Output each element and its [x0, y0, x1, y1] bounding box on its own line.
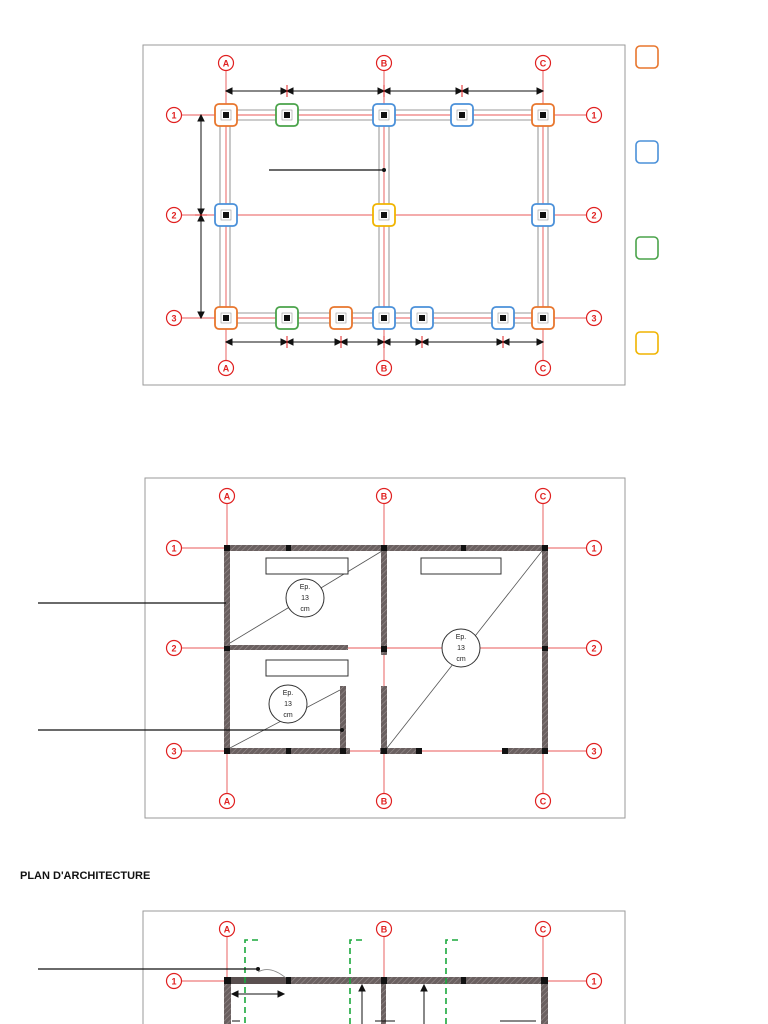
column-footing	[373, 204, 395, 226]
axis-bubble-3-right-label: 3	[591, 313, 597, 324]
axis-bubble-b-bottom-label: B	[380, 796, 388, 807]
axis-bubble-2-left	[167, 208, 182, 223]
column-footing	[532, 307, 554, 329]
axis-bubble-c-top-label: C	[539, 924, 547, 935]
axis-bubble-a-bottom	[220, 794, 235, 809]
foundation-plan	[143, 45, 625, 385]
axis-bubble-c-top	[536, 489, 551, 504]
column-footing	[532, 104, 554, 126]
axis-bubble-a-bottom	[219, 361, 234, 376]
axis-bubble-b-top-label: B	[380, 491, 388, 502]
thickness-unit: cm	[456, 656, 466, 663]
slab-thickness-2	[442, 629, 480, 667]
axis-bubble-3-left-label: 3	[171, 313, 177, 324]
axis-bubble-b-top	[377, 489, 392, 504]
column-footing	[215, 104, 237, 126]
axis-bubble-1-right	[587, 108, 602, 123]
axis-bubble-3-right	[587, 744, 602, 759]
axis-bubble-b-top	[377, 56, 392, 71]
column-footing	[451, 104, 473, 126]
axis-bubble-b-bottom	[377, 794, 392, 809]
leader-dot	[340, 728, 344, 732]
axis-bubble-2-right	[587, 641, 602, 656]
column-footing	[215, 307, 237, 329]
architecture-plan	[38, 911, 625, 1024]
axis-bubble-1-right-label: 1	[591, 110, 597, 121]
axis-bubble-1-left	[167, 108, 182, 123]
thickness-unit: cm	[283, 712, 293, 719]
axis-bubble-c-bottom-label: C	[539, 363, 547, 374]
thickness-unit: cm	[300, 606, 310, 613]
axis-bubble-b-top-label: B	[380, 924, 388, 935]
column-footing	[276, 104, 298, 126]
legend-blue-square-icon	[636, 141, 658, 163]
axis-bubble-a-top	[219, 56, 234, 71]
axis-bubble-b-top-label: B	[380, 58, 388, 69]
slab-label-box	[266, 558, 348, 574]
axis-bubble-3-left	[167, 311, 182, 326]
slab-plan	[38, 478, 625, 818]
thickness-label: Ep.	[455, 634, 467, 641]
axis-bubble-b-bottom	[377, 361, 392, 376]
thickness-value: 13	[457, 645, 465, 652]
thickness-label: Ep.	[282, 690, 294, 697]
column-footing	[411, 307, 433, 329]
axis-bubble-2-left-label: 2	[171, 643, 177, 654]
leader-dot	[256, 967, 260, 971]
axis-bubble-1-left	[167, 974, 182, 989]
column-footing	[215, 204, 237, 226]
axis-bubble-1-left-label: 1	[171, 543, 177, 554]
slab-thickness-1	[286, 579, 324, 617]
axis-bubble-3-right	[587, 311, 602, 326]
section-title: PLAN D'ARCHITECTURE	[20, 870, 151, 882]
axis-bubble-a-top	[220, 489, 235, 504]
axis-bubble-1-right-label: 1	[591, 976, 597, 987]
axis-bubble-c-top-label: C	[539, 491, 547, 502]
axis-bubble-3-left	[167, 744, 182, 759]
column-footing	[330, 307, 352, 329]
axis-bubble-c-top	[536, 922, 551, 937]
leader-dot	[382, 168, 386, 172]
axis-bubble-2-left	[167, 641, 182, 656]
axis-bubble-c-top-label: C	[539, 58, 547, 69]
axis-bubble-a-bottom-label: A	[222, 363, 230, 374]
legend-orange-square-icon	[636, 46, 658, 68]
slab-thickness-3	[269, 685, 307, 723]
thickness-value: 13	[301, 595, 309, 602]
axis-bubble-c-bottom-label: C	[539, 796, 547, 807]
column-footing	[492, 307, 514, 329]
axis-bubble-2-left-label: 2	[171, 210, 177, 221]
axis-bubble-a-top-label: A	[222, 58, 230, 69]
thickness-label: Ep.	[299, 584, 311, 591]
axis-bubble-a-top-label: A	[223, 491, 231, 502]
axis-bubble-3-right-label: 3	[591, 746, 597, 757]
column-footing	[276, 307, 298, 329]
axis-bubble-1-right	[587, 541, 602, 556]
column-footing	[373, 307, 395, 329]
column-footing	[532, 204, 554, 226]
axis-bubble-1-left-label: 1	[171, 110, 177, 121]
axis-bubble-c-bottom	[536, 794, 551, 809]
column-footing	[373, 104, 395, 126]
axis-bubble-1-right	[587, 974, 602, 989]
legend-yellow-square-icon	[636, 332, 658, 354]
axis-bubble-2-right-label: 2	[591, 210, 597, 221]
axis-bubble-1-left-label: 1	[171, 976, 177, 987]
axis-bubble-b-bottom-label: B	[380, 363, 388, 374]
axis-bubble-c-top	[536, 56, 551, 71]
axis-bubble-a-top	[220, 922, 235, 937]
axis-bubble-2-right-label: 2	[591, 643, 597, 654]
axis-bubble-a-top-label: A	[223, 924, 231, 935]
axis-bubble-3-left-label: 3	[171, 746, 177, 757]
legend	[636, 46, 658, 354]
axis-bubble-b-top	[377, 922, 392, 937]
axis-bubble-1-left	[167, 541, 182, 556]
axis-bubble-1-right-label: 1	[591, 543, 597, 554]
slab-label-box	[266, 660, 348, 676]
legend-green-square-icon	[636, 237, 658, 259]
slab-label-box	[421, 558, 501, 574]
axis-bubble-a-bottom-label: A	[223, 796, 231, 807]
axis-bubble-c-bottom	[536, 361, 551, 376]
thickness-value: 13	[284, 701, 292, 708]
axis-bubble-2-right	[587, 208, 602, 223]
